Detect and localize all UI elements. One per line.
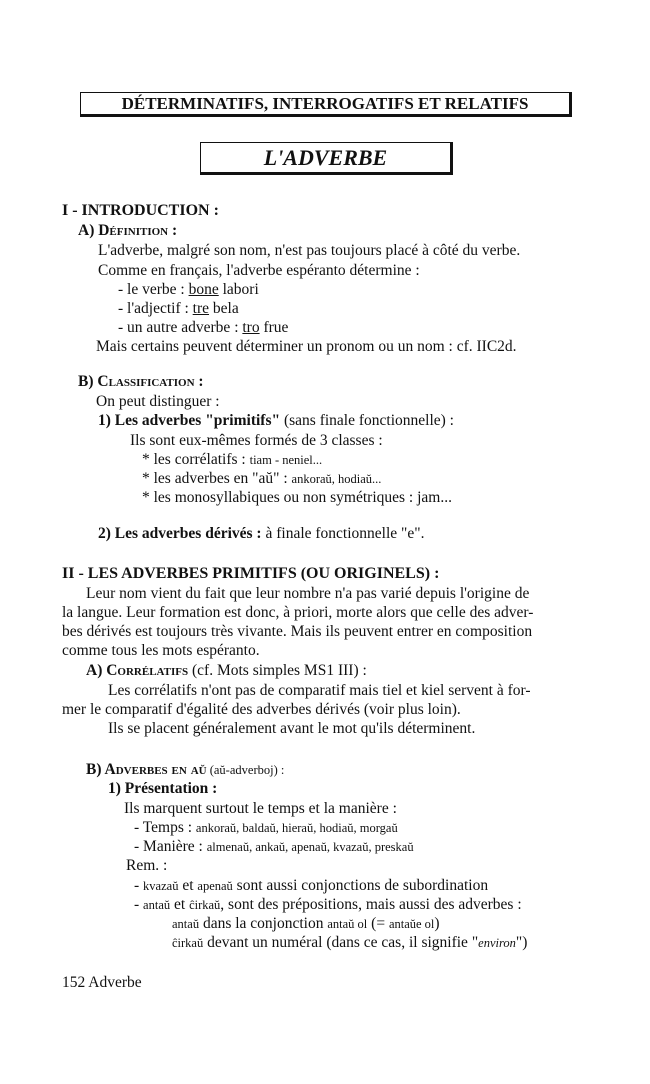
example-prefix: - le verbe : <box>118 281 189 298</box>
class-item <box>142 450 322 470</box>
remark-text: et <box>178 877 198 894</box>
subheading-primitive <box>98 411 454 430</box>
remark-subitem <box>172 914 440 934</box>
remark-text: , sont des prépositions, mais aussi des adverbes : <box>220 896 522 913</box>
paragraph-line: Les corrélatifs n'ont pas de comparatif mais tiel et kiel servent à for- <box>108 682 531 699</box>
chapter-header: DÉTERMINATIFS, INTERROGATIFS ET RELATIFS <box>80 92 572 117</box>
paragraph-line: Ils marquent surtout le temps et la manière : <box>124 800 397 817</box>
remark-item: - kvazaŭ et apenaŭ sont aussi conjonctions de subordination <box>134 877 489 894</box>
label-smallcaps: A) Corrélatifs <box>86 662 189 679</box>
paragraph-line: Comme en français, l'adverbe espéranto détermine : <box>98 262 420 279</box>
label-smallcaps: B) Adverbes en aŭ <box>86 761 207 778</box>
paragraph-line: Mais certains peuvent déterminer un pronom ou un nom : cf. IIC2d. <box>96 338 517 355</box>
subheading-rest: (sans finale fonctionnelle) : <box>280 412 454 429</box>
example-underlined: tre <box>192 300 210 317</box>
list-label: - Manière : <box>134 838 207 855</box>
example-prefix: - l'adjectif : <box>118 300 193 317</box>
remark-example: antaŭe ol <box>388 917 435 931</box>
list-item-time <box>134 818 398 838</box>
example-suffix: frue <box>259 319 289 336</box>
example-prefix: - un autre adverbe : <box>118 319 243 336</box>
remark-text: ) <box>434 915 440 932</box>
remark-example: apenaŭ <box>197 879 233 893</box>
class-example: tiam - neniel... <box>249 453 323 467</box>
list-label: - Temps : <box>134 819 196 836</box>
remark-text: devant un numéral (dans ce cas, il signifie " <box>203 934 479 951</box>
paragraph-line: bes dérivés est toujours très vivante. Mais ils peuvent entrer en composition <box>62 623 533 640</box>
remark-label: Rem. : <box>126 857 168 874</box>
label-rest: (aŭ-adverboj) : <box>206 763 285 777</box>
page-footer: 152 Adverbe <box>62 974 142 991</box>
example-suffix: bela <box>209 300 239 317</box>
list-examples: ankoraŭ, baldaŭ, hieraŭ, hodiaŭ, morgaŭ <box>195 821 398 835</box>
paragraph-line: L'adverbe, malgré son nom, n'est pas toujours placé à côté du verbe. <box>98 242 521 259</box>
section-2-heading: II - LES ADVERBES PRIMITIFS (OU ORIGINELS) : <box>62 565 440 582</box>
subheading-rest: à finale fonctionnelle "e". <box>261 525 425 542</box>
page-title: L'ADVERBE <box>200 142 453 175</box>
example-suffix: labori <box>218 281 259 298</box>
remark-text: et <box>170 896 190 913</box>
remark-example: antaŭ <box>143 898 171 912</box>
paragraph-line: mer le comparatif d'égalité des adverbes dérivés (voir plus loin). <box>62 701 461 718</box>
section-1-heading: I - INTRODUCTION : <box>62 202 219 219</box>
remark-example: kvazaŭ <box>143 879 179 893</box>
remark-example: ĉirkaŭ <box>189 898 221 912</box>
paragraph-line: On peut distinguer : <box>96 393 220 410</box>
example-adverb <box>118 318 288 337</box>
list-examples: almenaŭ, ankaŭ, apenaŭ, kvazaŭ, preskaŭ <box>206 840 414 854</box>
label-rest: (cf. Mots simples MS1 III) : <box>188 662 367 679</box>
paragraph-line: Ils se placent généralement avant le mot qu'ils déterminent. <box>108 720 476 737</box>
section-1a-label: A) Définition : <box>78 222 178 239</box>
remark-subitem <box>172 933 527 953</box>
paragraph-line: la langue. Leur formation est donc, à priori, morte alors que celle des adver- <box>62 604 534 621</box>
remark-italic: environ <box>478 936 516 950</box>
class-item: * les monosyllabiques ou non symétriques : jam... <box>142 489 452 506</box>
paragraph-line: Ils sont eux-mêmes formés de 3 classes : <box>130 432 383 449</box>
subheading-presentation: 1) Présentation : <box>108 780 218 797</box>
remark-example: ĉirkaŭ <box>172 936 204 950</box>
class-label: * les corrélatifs : <box>142 451 250 468</box>
remark-text: sont aussi conjonctions de subordination <box>232 877 489 894</box>
paragraph-line: comme tous les mots espéranto. <box>62 642 260 659</box>
example-underlined: tro <box>242 319 260 336</box>
remark-text: (= <box>367 915 389 932</box>
class-item <box>142 469 381 489</box>
remark-item: - antaŭ et ĉirkaŭ, sont des prépositions, mais aussi des adverbes : <box>134 896 522 913</box>
example-underlined: bone <box>188 281 219 298</box>
subheading-derived <box>98 524 424 543</box>
remark-example: antaŭ <box>172 917 200 931</box>
list-item-manner <box>134 837 414 857</box>
example-verb <box>118 280 259 299</box>
remark-text: dans la conjonction <box>199 915 328 932</box>
class-example: ankoraŭ, hodiaŭ... <box>291 472 382 486</box>
section-2b-label <box>86 760 284 780</box>
example-adjective <box>118 299 239 318</box>
section-1b-label: B) Classification : <box>78 373 204 390</box>
remark-text: ") <box>515 934 528 951</box>
section-2a-label <box>86 661 367 680</box>
class-label: * les adverbes en "aŭ" : <box>142 470 292 487</box>
paragraph-line: Leur nom vient du fait que leur nombre n'a pas varié depuis l'origine de <box>86 585 530 602</box>
subheading-bold: 2) Les adverbes dérivés : <box>98 525 262 542</box>
subheading-bold: 1) Les adverbes "primitifs" <box>98 412 281 429</box>
remark-example: antaŭ ol <box>327 917 368 931</box>
